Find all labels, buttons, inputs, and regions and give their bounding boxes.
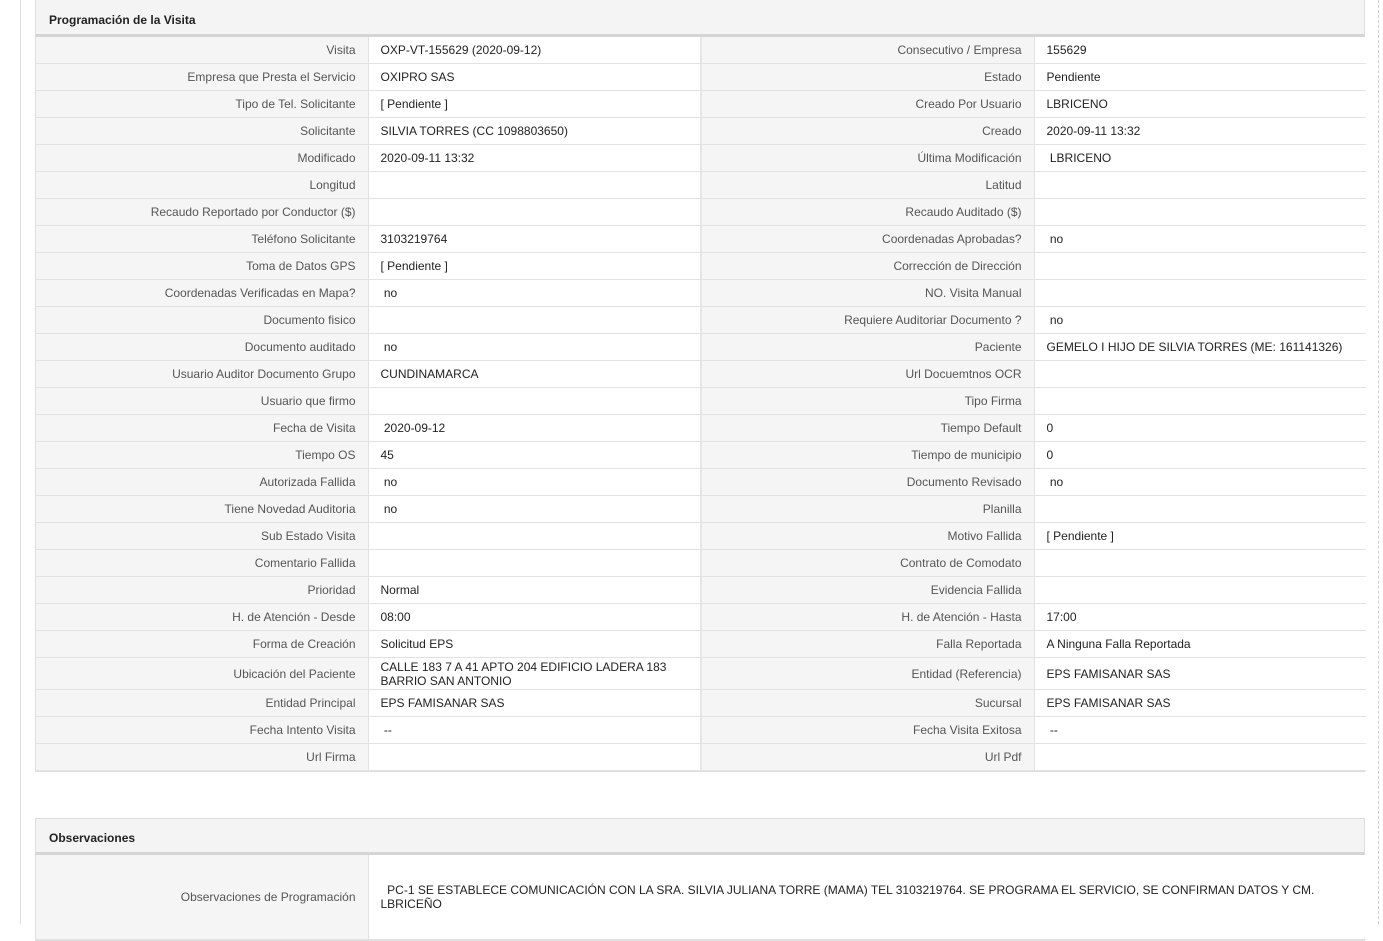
field-value-text: Solicitud EPS xyxy=(380,637,454,651)
field-row xyxy=(36,744,1366,771)
field-label xyxy=(36,469,368,496)
field-row xyxy=(36,307,1366,334)
field-label-text: Tipo de Tel. Solicitante xyxy=(235,97,356,111)
field-value-text: 08:00 xyxy=(380,610,411,624)
field-label-text: Longitud xyxy=(309,178,356,192)
field-value xyxy=(368,550,701,577)
field-label xyxy=(701,280,1034,307)
field-value-text: 2020-09-11 13:32 xyxy=(380,151,475,165)
field-value xyxy=(368,658,701,690)
page-left-border xyxy=(20,0,21,924)
field-label xyxy=(701,253,1034,280)
field-label xyxy=(36,226,368,253)
field-label-text: Coordenadas Aprobadas? xyxy=(882,232,1022,246)
field-label xyxy=(36,307,368,334)
field-value-text: no xyxy=(380,286,398,300)
field-row xyxy=(36,690,1366,717)
field-label xyxy=(701,631,1034,658)
field-label xyxy=(36,334,368,361)
field-label xyxy=(36,496,368,523)
field-label-text: Planilla xyxy=(982,502,1022,516)
field-label xyxy=(36,64,368,91)
programacion-title: Programación de la Visita xyxy=(49,13,196,27)
field-label xyxy=(701,334,1034,361)
field-label-text: Recaudo Reportado por Conductor ($) xyxy=(150,205,356,219)
field-row xyxy=(36,361,1366,388)
field-label xyxy=(36,631,368,658)
field-label xyxy=(36,172,368,199)
field-value xyxy=(1034,226,1366,253)
field-row xyxy=(36,334,1366,361)
field-label xyxy=(36,253,368,280)
field-row xyxy=(36,253,1366,280)
field-row xyxy=(36,172,1366,199)
field-value-text: 0 xyxy=(1046,448,1054,462)
field-label-text: Corrección de Dirección xyxy=(893,259,1022,273)
field-label xyxy=(701,199,1034,226)
field-value xyxy=(1034,550,1366,577)
field-label xyxy=(701,550,1034,577)
field-value-text: Pendiente xyxy=(1046,70,1101,84)
field-label xyxy=(701,307,1034,334)
field-label-text: Coordenadas Verificadas en Mapa? xyxy=(164,286,356,300)
field-row xyxy=(36,577,1366,604)
field-value xyxy=(368,118,701,145)
field-value xyxy=(368,523,701,550)
field-label-text: Visita xyxy=(326,43,356,57)
field-label xyxy=(36,280,368,307)
field-row xyxy=(36,118,1366,145)
field-label-text: Requiere Auditoriar Documento ? xyxy=(844,313,1022,327)
field-row xyxy=(36,604,1366,631)
field-label xyxy=(36,604,368,631)
field-value xyxy=(368,172,701,199)
field-value-text: EPS FAMISANAR SAS xyxy=(1046,696,1171,710)
field-value xyxy=(1034,717,1366,744)
field-label-text: Tiempo OS xyxy=(295,448,356,462)
field-label xyxy=(36,717,368,744)
field-label-text: Autorizada Fallida xyxy=(259,475,356,489)
field-label-text: Consecutivo / Empresa xyxy=(897,43,1022,57)
field-label-text: Forma de Creación xyxy=(252,637,356,651)
field-row xyxy=(36,442,1366,469)
field-label-text: Estado xyxy=(984,70,1022,84)
field-value-text: -- xyxy=(1046,723,1058,737)
field-label-text: Documento fisico xyxy=(263,313,356,327)
field-value xyxy=(368,577,701,604)
observaciones-table xyxy=(36,855,1366,940)
field-label-text: Fecha Visita Exitosa xyxy=(913,723,1022,737)
field-label-text: Tiene Novedad Auditoria xyxy=(224,502,356,516)
field-label xyxy=(701,658,1034,690)
field-label-text: Sucursal xyxy=(974,696,1022,710)
field-row xyxy=(36,37,1366,64)
field-label-text: Sub Estado Visita xyxy=(260,529,356,543)
field-value-text: EPS FAMISANAR SAS xyxy=(380,696,505,710)
field-label-text: H. de Atención - Desde xyxy=(232,610,356,624)
field-value xyxy=(1034,253,1366,280)
field-label-text: Url Firma xyxy=(306,750,356,764)
field-value-text: 2020-09-11 13:32 xyxy=(1046,124,1141,138)
field-row xyxy=(36,550,1366,577)
field-label xyxy=(36,37,368,64)
field-label xyxy=(36,361,368,388)
field-label-text: Creado xyxy=(982,124,1022,138)
field-row xyxy=(36,91,1366,118)
field-label xyxy=(701,717,1034,744)
field-value-text: no xyxy=(1046,313,1064,327)
field-label-text: Falla Reportada xyxy=(936,637,1022,651)
field-value xyxy=(368,442,701,469)
field-label-text: NO. Visita Manual xyxy=(925,286,1022,300)
field-label xyxy=(701,577,1034,604)
field-value xyxy=(1034,442,1366,469)
field-value xyxy=(368,361,701,388)
field-label-text: Creado Por Usuario xyxy=(915,97,1022,111)
programacion-table xyxy=(36,37,1366,771)
field-label xyxy=(701,442,1034,469)
field-label xyxy=(701,37,1034,64)
field-label-text: Paciente xyxy=(974,340,1022,354)
field-label-text: Comentario Fallida xyxy=(254,556,356,570)
field-value-text: no xyxy=(1046,475,1064,489)
field-value-text: [ Pendiente ] xyxy=(1046,529,1114,543)
field-value-text: 3103219764 xyxy=(380,232,448,246)
field-value-text: Normal xyxy=(380,583,420,597)
field-value-text: CUNDINAMARCA xyxy=(380,367,479,381)
field-label xyxy=(36,690,368,717)
field-label xyxy=(701,145,1034,172)
field-label-text: Tiempo de municipio xyxy=(911,448,1022,462)
field-value xyxy=(1034,118,1366,145)
field-value-text: 2020-09-12 xyxy=(380,421,446,435)
field-label-text: Prioridad xyxy=(307,583,356,597)
field-label-text: Usuario que firmo xyxy=(260,394,356,408)
field-label xyxy=(701,496,1034,523)
field-value xyxy=(1034,658,1366,690)
field-row xyxy=(36,64,1366,91)
field-value-text: 17:00 xyxy=(1046,610,1077,624)
field-value-text: no xyxy=(380,340,398,354)
field-label xyxy=(701,690,1034,717)
observaciones-value: PC-1 SE ESTABLECE COMUNICACIÓN CON LA SRA. SILVIA JULIANA TORRE (MAMA) TEL 3103219764. SE PROGRAMA EL SERVICIO, SE CONFIRMAN DATOS Y CM. LBRICEÑO xyxy=(380,883,1318,911)
field-value xyxy=(1034,280,1366,307)
field-value xyxy=(368,37,701,64)
field-label-text: Fecha de Visita xyxy=(273,421,356,435)
field-row xyxy=(36,199,1366,226)
field-value xyxy=(368,280,701,307)
field-row xyxy=(36,388,1366,415)
field-label-text: Documento Revisado xyxy=(906,475,1022,489)
field-value xyxy=(1034,145,1366,172)
field-value xyxy=(1034,496,1366,523)
field-value-text: SILVIA TORRES (CC 1098803650) xyxy=(380,124,568,138)
field-value xyxy=(368,334,701,361)
field-label-text: H. de Atención - Hasta xyxy=(901,610,1022,624)
field-value xyxy=(1034,604,1366,631)
field-value-text: LBRICENO xyxy=(1046,151,1112,165)
field-value xyxy=(1034,388,1366,415)
field-row xyxy=(36,658,1366,690)
field-row xyxy=(36,717,1366,744)
field-label xyxy=(36,577,368,604)
field-label-text: Última Modificación xyxy=(917,151,1022,165)
field-label xyxy=(36,658,368,690)
field-value xyxy=(368,631,701,658)
field-value-text: GEMELO I HIJO DE SILVIA TORRES (ME: 161141326) xyxy=(1046,340,1343,354)
field-label xyxy=(36,199,368,226)
field-value-text: OXIPRO SAS xyxy=(380,70,455,84)
field-label xyxy=(701,388,1034,415)
field-value xyxy=(1034,307,1366,334)
field-value xyxy=(1034,744,1366,771)
field-row xyxy=(36,631,1366,658)
field-label xyxy=(36,388,368,415)
field-label-text: Motivo Fallida xyxy=(947,529,1022,543)
field-label-text: Usuario Auditor Documento Grupo xyxy=(172,367,356,381)
field-value xyxy=(1034,172,1366,199)
field-row xyxy=(36,523,1366,550)
field-value xyxy=(1034,37,1366,64)
field-value-text: EPS FAMISANAR SAS xyxy=(1046,666,1171,681)
programacion-header xyxy=(35,0,1365,37)
field-label xyxy=(36,118,368,145)
observaciones-label: Observaciones de Programación xyxy=(180,890,356,904)
field-label-text: Url Pdf xyxy=(984,750,1022,764)
field-label xyxy=(701,64,1034,91)
field-label-text: Teléfono Solicitante xyxy=(251,232,356,246)
field-value xyxy=(368,415,701,442)
field-label-text: Modificado xyxy=(297,151,356,165)
field-label xyxy=(36,145,368,172)
field-value-text: no xyxy=(380,475,398,489)
field-label xyxy=(36,442,368,469)
field-label-text: Solicitante xyxy=(300,124,356,138)
field-value xyxy=(1034,469,1366,496)
field-label xyxy=(701,91,1034,118)
field-label-text: Url Docuemtnos OCR xyxy=(905,367,1022,381)
observaciones-title: Observaciones xyxy=(49,831,136,845)
field-label xyxy=(36,855,368,940)
field-value xyxy=(368,690,701,717)
field-value xyxy=(368,604,701,631)
field-label-text: Entidad Principal xyxy=(265,696,356,710)
field-value xyxy=(368,388,701,415)
field-value-text: no xyxy=(380,502,398,516)
field-value xyxy=(368,717,701,744)
field-label-text: Tipo Firma xyxy=(964,394,1022,408)
field-row xyxy=(36,145,1366,172)
field-row xyxy=(36,415,1366,442)
field-label xyxy=(36,744,368,771)
field-value xyxy=(368,226,701,253)
field-value-text: [ Pendiente ] xyxy=(380,97,448,111)
field-value xyxy=(1034,415,1366,442)
field-value-text: -- xyxy=(380,723,392,737)
field-label xyxy=(36,415,368,442)
field-row xyxy=(36,496,1366,523)
field-label-text: Empresa que Presta el Servicio xyxy=(187,70,356,84)
field-value xyxy=(368,496,701,523)
field-label-text: Contrato de Comodato xyxy=(900,556,1022,570)
field-value xyxy=(368,199,701,226)
field-value xyxy=(368,744,701,771)
field-label xyxy=(701,361,1034,388)
observaciones-row xyxy=(36,855,1366,940)
field-value xyxy=(1034,199,1366,226)
field-value xyxy=(1034,631,1366,658)
field-label xyxy=(701,118,1034,145)
field-label xyxy=(36,523,368,550)
field-label xyxy=(701,469,1034,496)
field-label-text: Toma de Datos GPS xyxy=(246,259,356,273)
field-label xyxy=(701,744,1034,771)
field-label-text: Entidad (Referencia) xyxy=(911,666,1022,681)
field-value xyxy=(368,307,701,334)
field-row xyxy=(36,469,1366,496)
field-label-text: Latitud xyxy=(985,178,1022,192)
field-value-text: [ Pendiente ] xyxy=(380,259,448,273)
field-label-text: Recaudo Auditado ($) xyxy=(905,205,1022,219)
field-label xyxy=(701,523,1034,550)
field-label-text: Documento auditado xyxy=(244,340,356,354)
field-label-text: Tiempo Default xyxy=(940,421,1022,435)
field-value-text: 45 xyxy=(380,448,394,462)
field-value xyxy=(1034,334,1366,361)
field-label-text: Ubicación del Paciente xyxy=(233,666,356,681)
field-label xyxy=(701,604,1034,631)
field-value xyxy=(368,855,1366,940)
field-label xyxy=(36,550,368,577)
field-value-text: CALLE 183 7 A 41 APTO 204 EDIFICIO LADERA 183 BARRIO SAN ANTONIO xyxy=(380,659,670,688)
field-value xyxy=(1034,523,1366,550)
field-label-text: Evidencia Fallida xyxy=(930,583,1022,597)
field-value xyxy=(1034,690,1366,717)
field-value-text: 0 xyxy=(1046,421,1054,435)
field-row xyxy=(36,280,1366,307)
field-label xyxy=(36,91,368,118)
field-value xyxy=(368,469,701,496)
field-value-text: A Ninguna Falla Reportada xyxy=(1046,637,1191,651)
field-value-text: LBRICENO xyxy=(1046,97,1108,111)
page-right-border xyxy=(1378,0,1379,924)
field-label-text: Fecha Intento Visita xyxy=(249,723,356,737)
field-value xyxy=(1034,91,1366,118)
observaciones-header xyxy=(35,818,1365,855)
field-value xyxy=(1034,577,1366,604)
field-value xyxy=(368,64,701,91)
field-value xyxy=(368,145,701,172)
field-row xyxy=(36,226,1366,253)
field-value xyxy=(368,91,701,118)
field-value-text: no xyxy=(1046,232,1064,246)
field-value xyxy=(368,253,701,280)
observaciones-panel xyxy=(35,818,1365,941)
field-label xyxy=(701,172,1034,199)
field-value xyxy=(1034,64,1366,91)
programacion-panel xyxy=(35,0,1365,772)
field-value-text: OXP-VT-155629 (2020-09-12) xyxy=(380,43,542,57)
field-label xyxy=(701,415,1034,442)
field-value-text: 155629 xyxy=(1046,43,1087,57)
field-label xyxy=(701,226,1034,253)
field-value xyxy=(1034,361,1366,388)
